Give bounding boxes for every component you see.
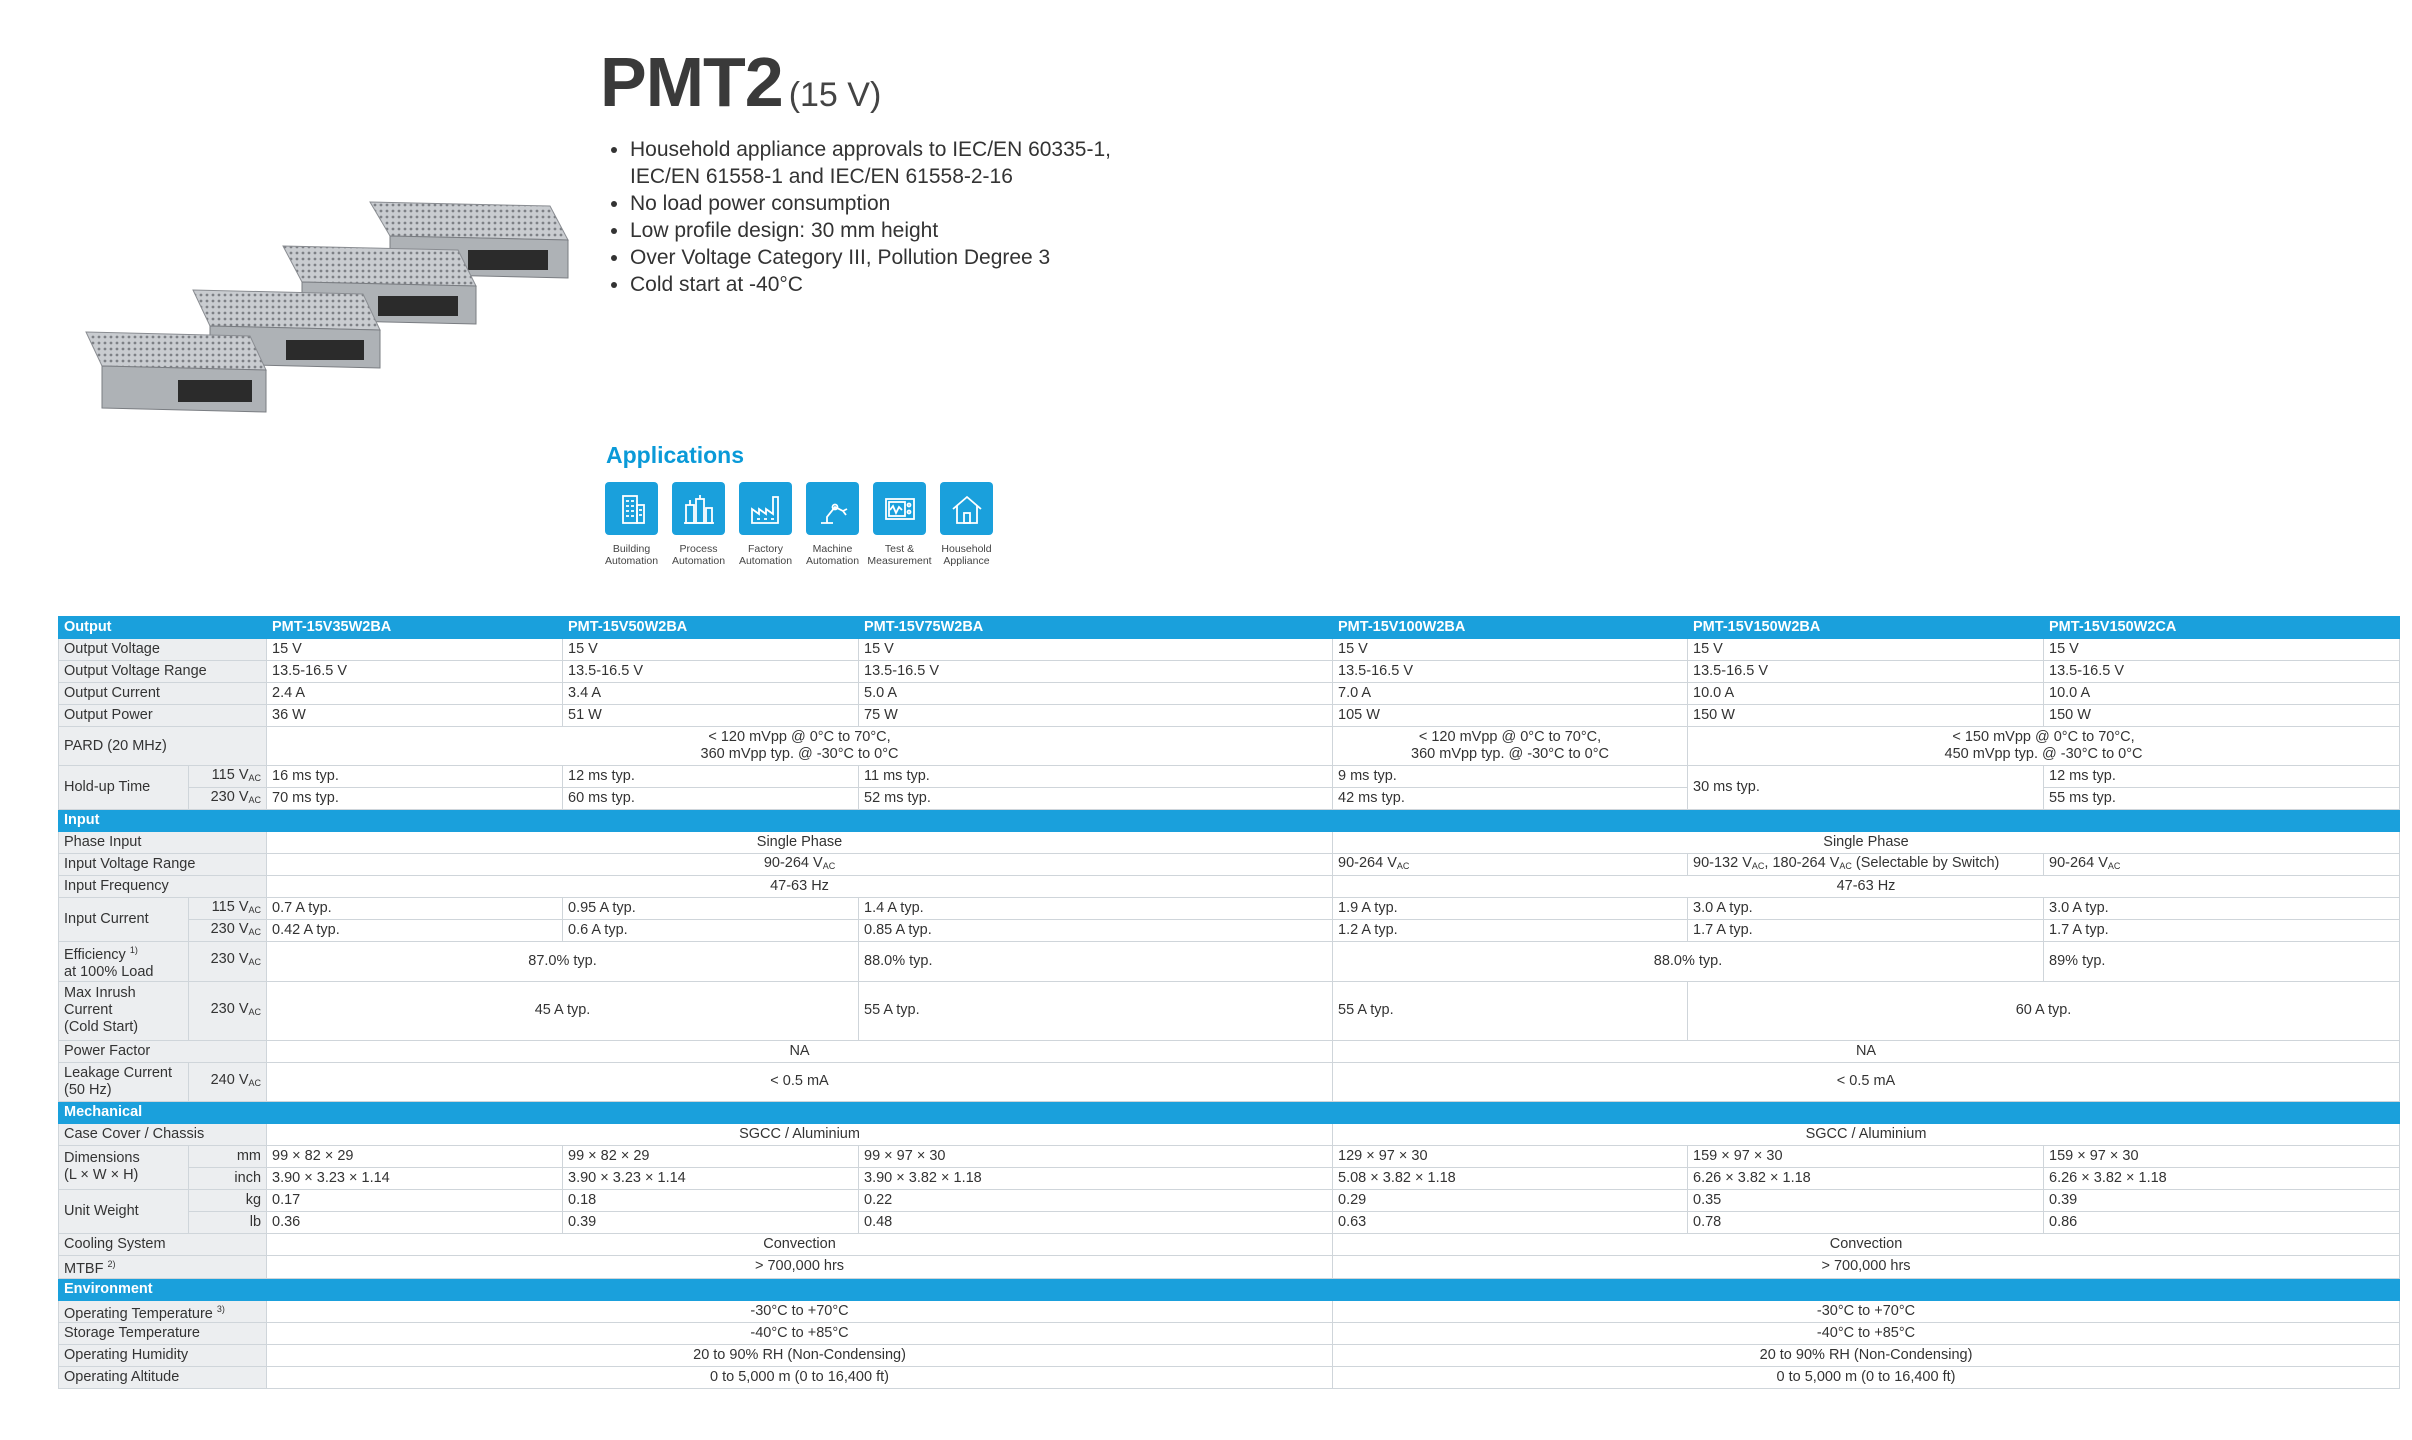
cell: -30°C to +70°C — [267, 1300, 1333, 1323]
unit-label: mm — [189, 1145, 267, 1167]
cell: 0 to 5,000 m (0 to 16,400 ft) — [1333, 1367, 2400, 1389]
unit-label: 230 $V_{AC}$ — [189, 981, 267, 1040]
feature-item: • Household appliance approvals to IEC/EN 60335-1, IEC/EN 61558-1 and IEC/EN 61558-2-16 — [630, 136, 1150, 190]
section-title: Input — [59, 810, 2400, 832]
row-label: Cooling System — [59, 1233, 267, 1255]
cell: 20 to 90% RH (Non-Condensing) — [1333, 1345, 2400, 1367]
model-header: PMT-15V150W2CA — [2044, 617, 2400, 639]
app-test-measurement — [867, 482, 932, 567]
cell: 55 A typ. — [859, 981, 1333, 1040]
cell: Single Phase — [1333, 832, 2400, 854]
section-output — [59, 617, 2400, 639]
app-process-automation — [671, 482, 726, 567]
cell: 36 W — [267, 705, 563, 727]
cell: 159 × 97 × 30 — [2044, 1145, 2400, 1167]
cell: < 120 mVpp @ 0°C to 70°C, 360 mVpp typ. @ -30°C to 0°C — [267, 727, 1333, 766]
cell: 30 ms typ. — [1688, 766, 2044, 810]
cell: 15 V — [2044, 639, 2400, 661]
row-label: Case Cover / Chassis — [59, 1123, 267, 1145]
row-mtbf — [59, 1255, 2400, 1278]
cell: 11 ms typ. — [859, 766, 1333, 788]
row-weight-kg — [59, 1189, 2400, 1211]
model-header: PMT-15V100W2BA — [1333, 617, 1688, 639]
unit-label: kg — [189, 1189, 267, 1211]
cell: 75 W — [859, 705, 1333, 727]
row-holdup-230 — [59, 788, 2400, 810]
app-label: Building Automation — [604, 543, 659, 567]
app-factory-automation — [738, 482, 793, 567]
cell: 90-132 $V_{AC}$, 180-264 $V_{AC}$ (Selectable by Switch) — [1688, 854, 2044, 876]
cell: 0.17 — [267, 1189, 563, 1211]
building-icon — [605, 482, 658, 535]
cell: 0.22 — [859, 1189, 1333, 1211]
cell: 42 ms typ. — [1333, 788, 1688, 810]
cell: 1.4 A typ. — [859, 898, 1333, 920]
cell: 70 ms typ. — [267, 788, 563, 810]
row-output-voltage — [59, 639, 2400, 661]
cell: 0.85 A typ. — [859, 920, 1333, 942]
row-input-current-115 — [59, 898, 2400, 920]
row-output-current — [59, 683, 2400, 705]
cell: 1.9 A typ. — [1333, 898, 1688, 920]
section-mechanical — [59, 1101, 2400, 1123]
cell: 159 × 97 × 30 — [1688, 1145, 2044, 1167]
row-label: PARD (20 MHz) — [59, 727, 267, 766]
product-image — [78, 190, 574, 420]
cell: 9 ms typ. — [1333, 766, 1688, 788]
cell: 7.0 A — [1333, 683, 1688, 705]
unit-label: inch — [189, 1167, 267, 1189]
cell: 1.7 A typ. — [1688, 920, 2044, 942]
row-label: Efficiency $^{1)}$ at 100% Load — [59, 942, 189, 982]
cell: 150 W — [1688, 705, 2044, 727]
feature-list — [610, 136, 1150, 298]
cell: < 150 mVpp @ 0°C to 70°C, 450 mVpp typ. @ -30°C to 0°C — [1688, 727, 2400, 766]
cell: 15 V — [1333, 639, 1688, 661]
app-household-appliance — [939, 482, 994, 567]
cell: 12 ms typ. — [563, 766, 859, 788]
cell: -40°C to +85°C — [1333, 1323, 2400, 1345]
unit-label: 115 $V_{AC}$ — [189, 898, 267, 920]
cell: 2.4 A — [267, 683, 563, 705]
cell: 0.63 — [1333, 1211, 1688, 1233]
cell: 51 W — [563, 705, 859, 727]
row-label: Dimensions (L × W × H) — [59, 1145, 189, 1189]
cell: SGCC / Aluminium — [1333, 1123, 2400, 1145]
row-cooling — [59, 1233, 2400, 1255]
cell: 150 W — [2044, 705, 2400, 727]
row-label: Operating Altitude — [59, 1367, 267, 1389]
cell: 88.0% typ. — [859, 942, 1333, 982]
cell: Convection — [1333, 1233, 2400, 1255]
cell: 60 A typ. — [1688, 981, 2400, 1040]
app-machine-automation — [805, 482, 860, 567]
row-output-power — [59, 705, 2400, 727]
row-operating-humidity — [59, 1345, 2400, 1367]
cell: 3.90 × 3.23 × 1.14 — [267, 1167, 563, 1189]
feature-item: • Over Voltage Category III, Pollution Degree 3 — [630, 244, 1150, 271]
model-header: PMT-15V50W2BA — [563, 617, 859, 639]
app-label: Test & Measurement — [867, 543, 932, 567]
cell: 0.7 A typ. — [267, 898, 563, 920]
row-output-voltage-range — [59, 661, 2400, 683]
row-holdup-115 — [59, 766, 2400, 788]
cell: 60 ms typ. — [563, 788, 859, 810]
cell: SGCC / Aluminium — [267, 1123, 1333, 1145]
cell: 16 ms typ. — [267, 766, 563, 788]
row-dimensions-mm — [59, 1145, 2400, 1167]
model-voltage: (15 V) — [788, 76, 882, 114]
cell: 15 V — [563, 639, 859, 661]
cell: 89% typ. — [2044, 942, 2400, 982]
cell: 0 to 5,000 m (0 to 16,400 ft) — [267, 1367, 1333, 1389]
cell: -40°C to +85°C — [267, 1323, 1333, 1345]
cell: 87.0% typ. — [267, 942, 859, 982]
row-input-frequency — [59, 876, 2400, 898]
app-label: Factory Automation — [738, 543, 793, 567]
unit-label: 230 $V_{AC}$ — [189, 920, 267, 942]
cell: 45 A typ. — [267, 981, 859, 1040]
feature-item: • Low profile design: 30 mm height — [630, 217, 1150, 244]
row-label: MTBF $^{2)}$ — [59, 1255, 267, 1278]
row-power-factor — [59, 1040, 2400, 1062]
section-input — [59, 810, 2400, 832]
cell: 20 to 90% RH (Non-Condensing) — [267, 1345, 1333, 1367]
cell: 47-63 Hz — [1333, 876, 2400, 898]
app-building-automation — [604, 482, 659, 567]
model-header: PMT-15V35W2BA — [267, 617, 563, 639]
app-label: Machine Automation — [805, 543, 860, 567]
cell: 13.5-16.5 V — [1333, 661, 1688, 683]
cell: 13.5-16.5 V — [2044, 661, 2400, 683]
cell: 105 W — [1333, 705, 1688, 727]
row-pard — [59, 727, 2400, 766]
cell: < 0.5 mA — [1333, 1062, 2400, 1101]
cell: 15 V — [1688, 639, 2044, 661]
cell: 0.42 A typ. — [267, 920, 563, 942]
row-phase-input — [59, 832, 2400, 854]
model-header: PMT-15V150W2BA — [1688, 617, 2044, 639]
cell: 15 V — [267, 639, 563, 661]
feature-item: • No load power consumption — [630, 190, 1150, 217]
cell: 5.0 A — [859, 683, 1333, 705]
cell: 1.2 A typ. — [1333, 920, 1688, 942]
section-title: Mechanical — [59, 1101, 2400, 1123]
cell: 129 × 97 × 30 — [1333, 1145, 1688, 1167]
cell: < 120 mVpp @ 0°C to 70°C, 360 mVpp typ. @ -30°C to 0°C — [1333, 727, 1688, 766]
row-label: Operating Temperature $^{3)}$ — [59, 1300, 267, 1323]
cell: 1.7 A typ. — [2044, 920, 2400, 942]
cell: 13.5-16.5 V — [563, 661, 859, 683]
cell: 52 ms typ. — [859, 788, 1333, 810]
app-label: Household Appliance — [941, 543, 992, 567]
process-plant-icon — [672, 482, 725, 535]
row-label: Phase Input — [59, 832, 267, 854]
row-operating-temperature — [59, 1300, 2400, 1323]
cell: 0.29 — [1333, 1189, 1688, 1211]
cell: 99 × 97 × 30 — [859, 1145, 1333, 1167]
unit-label: lb — [189, 1211, 267, 1233]
psu-unit-1 — [86, 332, 266, 412]
row-case — [59, 1123, 2400, 1145]
cell: 13.5-16.5 V — [859, 661, 1333, 683]
row-operating-altitude — [59, 1367, 2400, 1389]
cell: 0.35 — [1688, 1189, 2044, 1211]
row-label: Input Voltage Range — [59, 854, 267, 876]
page-title — [600, 42, 881, 122]
unit-label: 240 $V_{AC}$ — [189, 1062, 267, 1101]
cell: 3.0 A typ. — [1688, 898, 2044, 920]
unit-label: 230 $V_{AC}$ — [189, 788, 267, 810]
applications-title: Applications — [606, 442, 745, 468]
oscilloscope-icon — [873, 482, 926, 535]
cell: 3.90 × 3.82 × 1.18 — [859, 1167, 1333, 1189]
model-header: PMT-15V75W2BA — [859, 617, 1333, 639]
cell: < 0.5 mA — [267, 1062, 1333, 1101]
cell: 55 A typ. — [1333, 981, 1688, 1040]
cell: 0.39 — [563, 1211, 859, 1233]
cell: 6.26 × 3.82 × 1.18 — [1688, 1167, 2044, 1189]
cell: 5.08 × 3.82 × 1.18 — [1333, 1167, 1688, 1189]
cell: 13.5-16.5 V — [267, 661, 563, 683]
row-label: Operating Humidity — [59, 1345, 267, 1367]
applications-list — [604, 482, 994, 567]
cell: 15 V — [859, 639, 1333, 661]
cell: 10.0 A — [2044, 683, 2400, 705]
row-label: Output Current — [59, 683, 267, 705]
robot-arm-icon — [806, 482, 859, 535]
row-inrush — [59, 981, 2400, 1040]
cell: 99 × 82 × 29 — [563, 1145, 859, 1167]
section-environment — [59, 1278, 2400, 1300]
cell: > 700,000 hrs — [1333, 1255, 2400, 1278]
row-input-voltage-range — [59, 854, 2400, 876]
cell: 90-264 $V_{AC}$ — [267, 854, 1333, 876]
factory-icon — [739, 482, 792, 535]
cell: 0.86 — [2044, 1211, 2400, 1233]
section-title: Output — [59, 617, 267, 639]
cell: 88.0% typ. — [1333, 942, 2044, 982]
row-label: Storage Temperature — [59, 1323, 267, 1345]
row-efficiency — [59, 942, 2400, 982]
cell: 0.18 — [563, 1189, 859, 1211]
spec-table — [58, 616, 2400, 1389]
cell: 99 × 82 × 29 — [267, 1145, 563, 1167]
house-icon — [940, 482, 993, 535]
model-name: PMT2 — [600, 43, 783, 121]
row-label: Output Voltage — [59, 639, 267, 661]
row-input-current-230 — [59, 920, 2400, 942]
cell: 10.0 A — [1688, 683, 2044, 705]
cell: 3.4 A — [563, 683, 859, 705]
row-label: Hold-up Time — [59, 766, 189, 810]
cell: NA — [1333, 1040, 2400, 1062]
cell: 0.6 A typ. — [563, 920, 859, 942]
row-weight-lb — [59, 1211, 2400, 1233]
row-label: Unit Weight — [59, 1189, 189, 1233]
unit-label: 230 $V_{AC}$ — [189, 942, 267, 982]
cell: Single Phase — [267, 832, 1333, 854]
app-label: Process Automation — [671, 543, 726, 567]
cell: 0.95 A typ. — [563, 898, 859, 920]
cell: -30°C to +70°C — [1333, 1300, 2400, 1323]
cell: 0.39 — [2044, 1189, 2400, 1211]
cell: 13.5-16.5 V — [1688, 661, 2044, 683]
row-label: Power Factor — [59, 1040, 267, 1062]
cell: 0.36 — [267, 1211, 563, 1233]
cell: 12 ms typ. — [2044, 766, 2400, 788]
cell: 0.48 — [859, 1211, 1333, 1233]
cell: Convection — [267, 1233, 1333, 1255]
cell: 0.78 — [1688, 1211, 2044, 1233]
cell: 55 ms typ. — [2044, 788, 2400, 810]
row-label: Output Power — [59, 705, 267, 727]
row-label: Input Current — [59, 898, 189, 942]
row-dimensions-inch — [59, 1167, 2400, 1189]
cell: 90-264 $V_{AC}$ — [1333, 854, 1688, 876]
cell: 47-63 Hz — [267, 876, 1333, 898]
cell: 3.90 × 3.23 × 1.14 — [563, 1167, 859, 1189]
row-storage-temperature — [59, 1323, 2400, 1345]
row-label: Input Frequency — [59, 876, 267, 898]
section-title: Environment — [59, 1278, 2400, 1300]
feature-item: • Cold start at -40°C — [630, 271, 1150, 298]
cell: 3.0 A typ. — [2044, 898, 2400, 920]
cell: 6.26 × 3.82 × 1.18 — [2044, 1167, 2400, 1189]
unit-label: 115 $V_{AC}$ — [189, 766, 267, 788]
cell: NA — [267, 1040, 1333, 1062]
row-label: Max Inrush Current (Cold Start) — [59, 981, 189, 1040]
cell: > 700,000 hrs — [267, 1255, 1333, 1278]
row-label: Output Voltage Range — [59, 661, 267, 683]
row-leakage — [59, 1062, 2400, 1101]
cell: 90-264 $V_{AC}$ — [2044, 854, 2400, 876]
row-label: Leakage Current (50 Hz) — [59, 1062, 189, 1101]
